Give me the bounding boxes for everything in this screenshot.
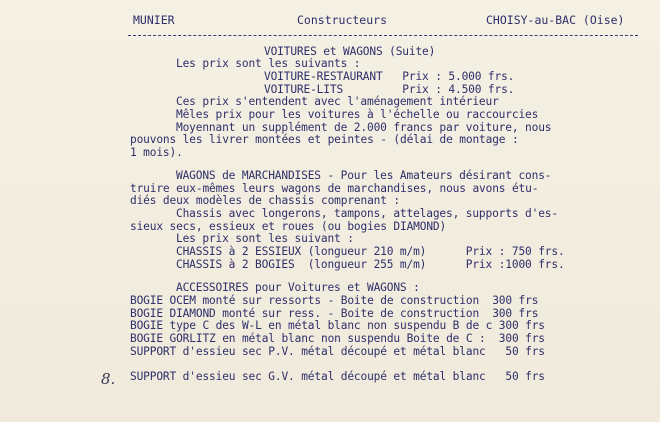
text-line: Moyennant un supplément de 2.000 francs par voiture, nous	[176, 121, 552, 134]
text-line: SUPPORT d'essieu sec P.V. métal découpé et métal blanc 50 frs	[130, 345, 545, 358]
text-line: CHASSIS à 2 BOGIES (longueur 255 m/m) Prix :1000 frs.	[176, 258, 565, 271]
text-line: diés deux modèles de chassis comprenant :	[130, 194, 401, 207]
text-line: VOITURES et WAGONS (Suite)	[264, 45, 436, 58]
text-line: BOGIE GORLITZ en métal blanc non suspendu Boite de C : 300 frs	[130, 332, 545, 345]
header-location: CHOISY-au-BAC (Oise)	[486, 13, 625, 27]
text-line: 1 mois).	[130, 146, 183, 159]
text-line: WAGONS de MARCHANDISES - Pour les Amateurs désirant cons-	[176, 169, 552, 182]
handwritten-page-number: 8.	[101, 370, 116, 388]
text-line: Mêles prix pour les voitures à l'échelle ou raccourcies	[176, 108, 539, 121]
text-line: BOGIE DIAMOND monté sur ress. - Boite de construction 300 frs	[130, 307, 539, 320]
header-title: Constructeurs	[297, 13, 388, 27]
text-line: BOGIE OCEM monté sur ressorts - Boite de construction 300 frs	[130, 294, 539, 307]
card-header	[0, 13, 660, 29]
text-line: BOGIE type C des W-L en métal blanc non suspendu B de c 300 frs	[130, 319, 545, 332]
text-line: Chassis avec longerons, tampons, attelages, supports d'es-	[176, 207, 558, 220]
header-rule	[128, 35, 638, 36]
text-line: Les prix sont les suivants :	[176, 57, 361, 70]
text-line: Ces prix s'entendent avec l'aménagement intérieur	[176, 95, 499, 108]
text-line: VOITURE-LITS Prix : 4.500 frs.	[264, 83, 515, 96]
text-line: SUPPORT d'essieu sec G.V. métal découpé et métal blanc 50 frs	[130, 370, 545, 383]
text-line: sieux secs, essieux et roues (ou bogies DIAMOND)	[130, 220, 447, 233]
text-line: truire eux-mêmes leurs wagons de marchandises, nous avons étu-	[130, 182, 539, 195]
header-company: MUNIER	[133, 13, 175, 27]
text-line: Les prix sont les suivant :	[176, 232, 354, 245]
text-line: pouvons les livrer montées et peintes - (délai de montage :	[130, 133, 519, 146]
text-line: VOITURE-RESTAURANT Prix : 5.000 frs.	[264, 70, 515, 83]
text-line: CHASSIS à 2 ESSIEUX (longueur 210 m/m) Prix : 750 frs.	[176, 245, 565, 258]
text-line: ACCESSOIRES pour Voitures et WAGONS :	[176, 281, 420, 294]
